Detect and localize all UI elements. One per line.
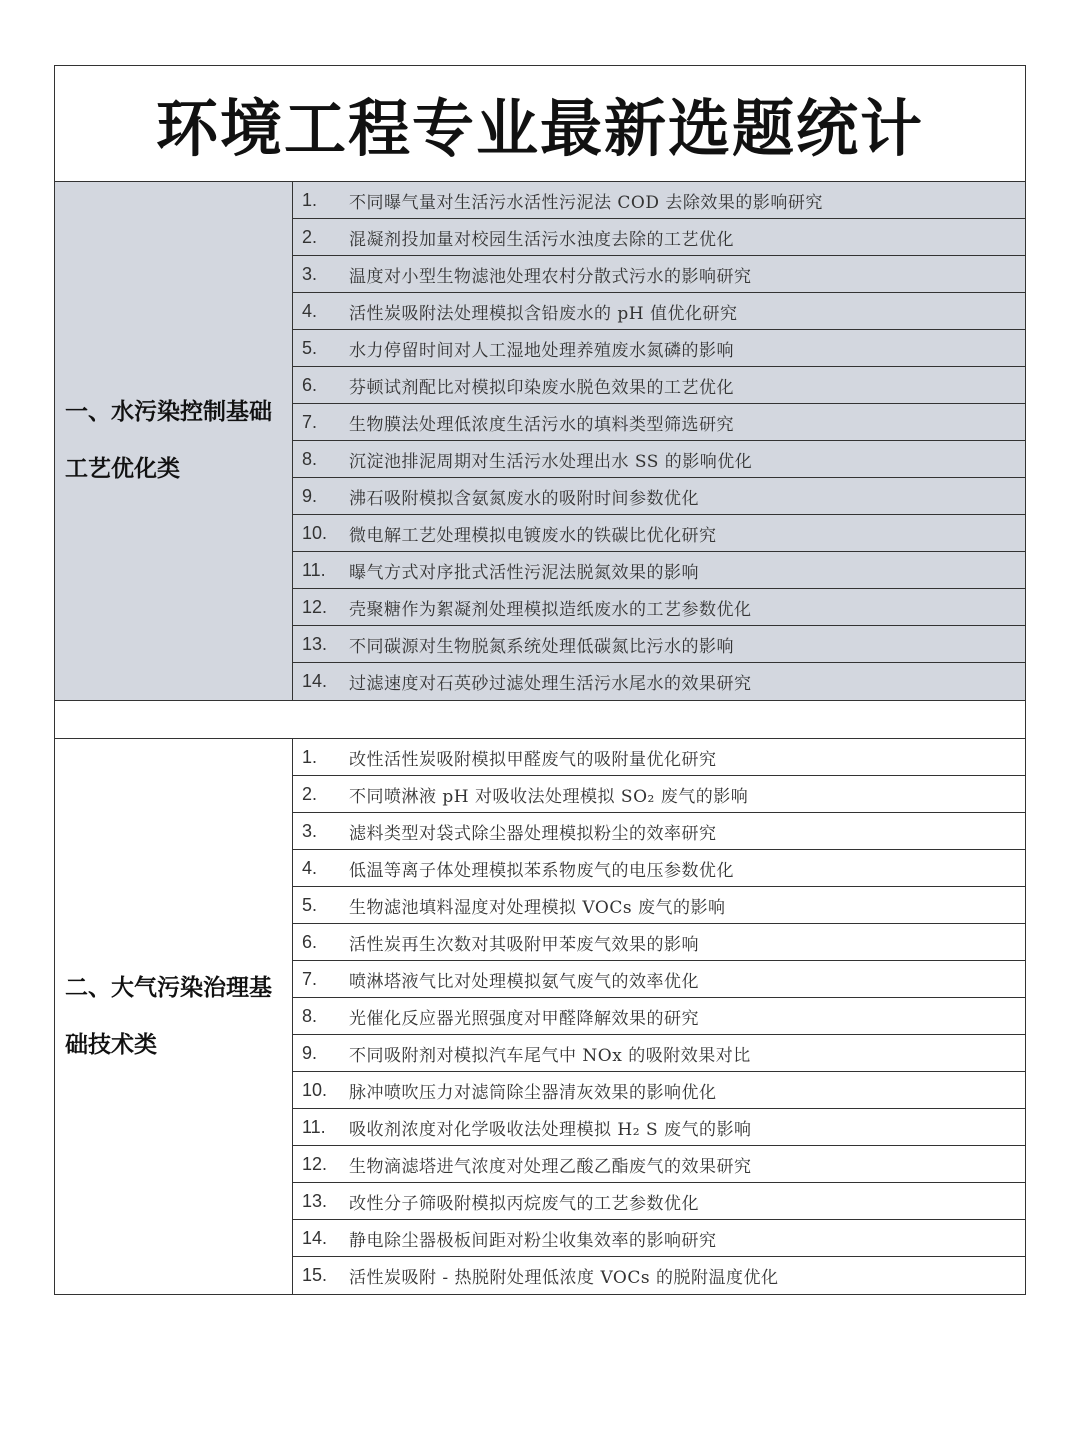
topic-row (293, 626, 1025, 663)
topic-number: 12. (302, 596, 328, 617)
section-label-line1: 二、大气污染治理基 (65, 974, 272, 1001)
page-title: 环境工程专业最新选题统计 (155, 92, 924, 165)
section-label-line2: 础技术类 (65, 1031, 157, 1058)
topic-table (54, 65, 1026, 1295)
topic-row (293, 293, 1025, 330)
topic-text: 吸收剂浓度对化学吸收法处理模拟 H₂ S 废气的影响 (349, 1119, 752, 1140)
topic-row (293, 776, 1025, 813)
topic-text: 不同曝气量对生活污水活性污泥法 COD 去除效果的影响研究 (349, 192, 823, 213)
topic-row (293, 1257, 1025, 1294)
section-air (55, 739, 1025, 1294)
topic-text: 光催化反应器光照强度对甲醛降解效果的研究 (349, 1008, 699, 1029)
topic-number: 10. (302, 1079, 328, 1100)
topic-row (293, 330, 1025, 367)
topic-number: 14. (302, 1227, 328, 1248)
topic-number: 11. (302, 1116, 326, 1137)
topic-text: 不同喷淋液 pH 对吸收法处理模拟 SO₂ 废气的影响 (349, 786, 749, 807)
topic-text: 活性炭吸附 - 热脱附处理低浓度 VOCs 的脱附温度优化 (349, 1268, 779, 1288)
topic-number: 4. (302, 857, 318, 878)
topic-text: 活性炭再生次数对其吸附甲苯废气效果的影响 (349, 934, 699, 955)
topic-row (293, 589, 1025, 626)
topic-row (293, 1220, 1025, 1257)
topic-number: 7. (302, 411, 318, 432)
section-label-line1: 一、水污染控制基础 (65, 399, 272, 425)
topic-row (293, 739, 1025, 776)
topic-number: 6. (302, 931, 318, 952)
topic-number: 10. (302, 522, 328, 543)
topic-row (293, 813, 1025, 850)
topic-row (293, 256, 1025, 293)
section-water (55, 182, 1025, 701)
topic-text: 曝气方式对序批式活性污泥法脱氮效果的影响 (349, 562, 699, 583)
topic-row (293, 663, 1025, 700)
topic-row (293, 219, 1025, 256)
topic-number: 14. (302, 671, 328, 691)
topic-text: 温度对小型生物滤池处理农村分散式污水的影响研究 (349, 266, 752, 287)
topic-row (293, 961, 1025, 998)
topic-list (293, 182, 1025, 700)
topic-number: 5. (302, 337, 318, 358)
topic-number: 13. (302, 1190, 328, 1211)
topic-row (293, 478, 1025, 515)
topic-text: 改性活性炭吸附模拟甲醛废气的吸附量优化研究 (349, 749, 717, 770)
topic-number: 15. (302, 1265, 328, 1285)
topic-number: 1. (302, 189, 318, 210)
topic-text: 沸石吸附模拟含氨氮废水的吸附时间参数优化 (349, 488, 699, 509)
topic-text: 沉淀池排泥周期对生活污水处理出水 SS 的影响优化 (349, 451, 753, 472)
topic-row (293, 924, 1025, 961)
section-spacer (55, 701, 1025, 739)
topic-row (293, 1146, 1025, 1183)
topic-text: 微电解工艺处理模拟电镀废水的铁碳比优化研究 (349, 525, 717, 546)
topic-row (293, 1035, 1025, 1072)
topic-text: 芬顿试剂配比对模拟印染废水脱色效果的工艺优化 (349, 377, 734, 398)
topic-text: 脉冲喷吹压力对滤筒除尘器清灰效果的影响优化 (349, 1082, 717, 1103)
topic-text: 水力停留时间对人工湿地处理养殖废水氮磷的影响 (349, 340, 734, 361)
topic-text: 生物滤池填料湿度对处理模拟 VOCs 废气的影响 (349, 897, 726, 918)
topic-text: 改性分子筛吸附模拟丙烷废气的工艺参数优化 (349, 1193, 699, 1214)
topic-row (293, 998, 1025, 1035)
topic-number: 6. (302, 374, 318, 395)
title-row (55, 66, 1025, 182)
topic-number: 2. (302, 226, 318, 247)
topic-number: 9. (302, 485, 318, 506)
topic-text: 过滤速度对石英砂过滤处理生活污水尾水的效果研究 (349, 674, 752, 694)
topic-text: 不同碳源对生物脱氮系统处理低碳氮比污水的影响 (349, 636, 734, 657)
section-label (55, 182, 293, 700)
topic-text: 静电除尘器极板间距对粉尘收集效率的影响研究 (349, 1230, 717, 1251)
topic-number: 5. (302, 894, 318, 915)
topic-text: 低温等离子体处理模拟苯系物废气的电压参数优化 (349, 860, 734, 881)
topic-number: 1. (302, 746, 318, 767)
topic-number: 9. (302, 1042, 318, 1063)
topic-text: 喷淋塔液气比对处理模拟氨气废气的效率优化 (349, 971, 699, 992)
topic-row (293, 515, 1025, 552)
topic-row (293, 404, 1025, 441)
topic-row (293, 441, 1025, 478)
topic-list (293, 739, 1025, 1294)
topic-row (293, 850, 1025, 887)
topic-row (293, 552, 1025, 589)
section-label-line2: 工艺优化类 (65, 456, 180, 482)
topic-text: 混凝剂投加量对校园生活污水浊度去除的工艺优化 (349, 229, 734, 250)
topic-number: 8. (302, 448, 318, 469)
topic-row (293, 1109, 1025, 1146)
topic-text: 生物滴滤塔进气浓度对处理乙酸乙酯废气的效果研究 (349, 1156, 752, 1177)
topic-number: 7. (302, 968, 318, 989)
topic-text: 滤料类型对袋式除尘器处理模拟粉尘的效率研究 (349, 823, 717, 844)
topic-text: 不同吸附剂对模拟汽车尾气中 NOx 的吸附效果对比 (349, 1045, 751, 1066)
topic-number: 11. (302, 559, 326, 580)
topic-number: 4. (302, 300, 318, 321)
topic-number: 2. (302, 783, 318, 804)
topic-row (293, 182, 1025, 219)
topic-row (293, 887, 1025, 924)
topic-row (293, 1183, 1025, 1220)
topic-text: 壳聚糖作为絮凝剂处理模拟造纸废水的工艺参数优化 (349, 599, 752, 620)
topic-text: 活性炭吸附法处理模拟含铅废水的 pH 值优化研究 (349, 303, 738, 324)
topic-number: 12. (302, 1153, 328, 1174)
topic-row (293, 367, 1025, 404)
topic-number: 8. (302, 1005, 318, 1026)
topic-number: 13. (302, 633, 328, 654)
topic-number: 3. (302, 820, 318, 841)
topic-number: 3. (302, 263, 318, 284)
topic-text: 生物膜法处理低浓度生活污水的填料类型筛选研究 (349, 414, 734, 435)
topic-row (293, 1072, 1025, 1109)
section-label (55, 739, 293, 1294)
